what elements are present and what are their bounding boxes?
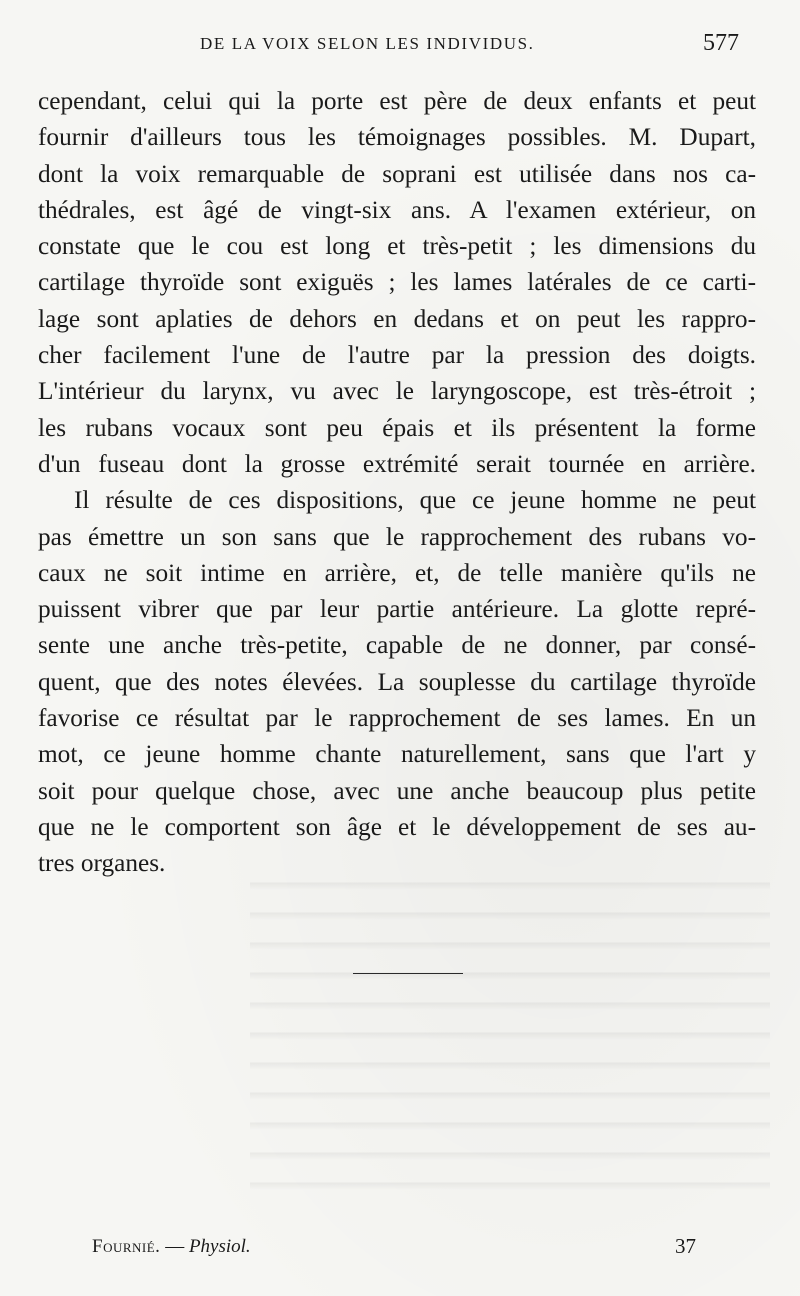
section-divider-rule [353,973,463,974]
text-line: d'un fuseau dont la grosse extrémité serait tournée en arrière. [38,449,756,478]
text-line: soit pour quelque chose, avec une anche beaucoup plus petite [38,776,756,805]
paragraph-2 [38,482,756,881]
text-line: thédrales, est âgé de vingt-six ans. A l'examen extérieur, on [38,195,756,224]
sheet-number: 37 [675,1234,696,1258]
text-line: puissent vibrer que par leur partie antérieure. La glotte repré- [38,595,756,624]
text-line: quent, que des notes élevées. La souplesse du cartilage thyroïde [38,667,756,696]
text-line: dont la voix remarquable de soprani est utilisée dans nos ca- [38,159,756,188]
text-line: cependant, celui qui la porte est père de deux enfants et peut [38,87,756,115]
author-name: Fournié. [92,1236,161,1257]
text-line: pas émettre un son sans que le rapprochement des rubans vo- [38,522,756,551]
text-line: Il résulte de ces dispositions, que ce jeune homme ne peut [74,486,756,515]
text-line: lage sont aplaties de dehors en dedans et on peut les rappro- [38,304,756,333]
running-head: DE LA VOIX SELON LES INDIVIDUS. [200,34,535,53]
text-line: cher facilement l'une de l'autre par la pression des doigts. [38,341,756,370]
text-line: mot, ce jeune homme chante naturellement, sans que l'art y [38,740,756,769]
text-line: sente une anche très-petite, capable de ne donner, par consé- [38,631,756,660]
text-line: L'intérieur du larynx, vu avec le laryngoscope, est très-étroit ; [38,377,756,406]
text-line: fournir d'ailleurs tous les témoignages possibles. M. Dupart, [38,123,756,152]
text-line: les rubans vocaux sont peu épais et ils présentent la forme [38,413,756,442]
text-line: caux ne soit intime en arrière, et, de telle manière qu'ils ne [38,558,756,587]
body-text [38,83,756,882]
text-line: cartilage thyroïde sont exiguës ; les lames latérales de ce carti- [38,268,756,297]
text-line: constate que le cou est long et très-petit ; les dimensions du [38,232,756,261]
footer-signature [92,1236,251,1258]
signature-separator: — [160,1236,189,1257]
text-line: tres organes. [38,849,166,878]
page-number: 577 [703,30,739,56]
book-abbreviation: Physiol. [188,1236,251,1257]
paragraph-1 [38,83,756,482]
reverse-side-bleed-through [250,860,770,1200]
text-line: que ne le comportent son âge et le développement de ses au- [38,812,756,841]
text-line: favorise ce résultat par le rapprochement de ses lames. En un [38,704,756,733]
